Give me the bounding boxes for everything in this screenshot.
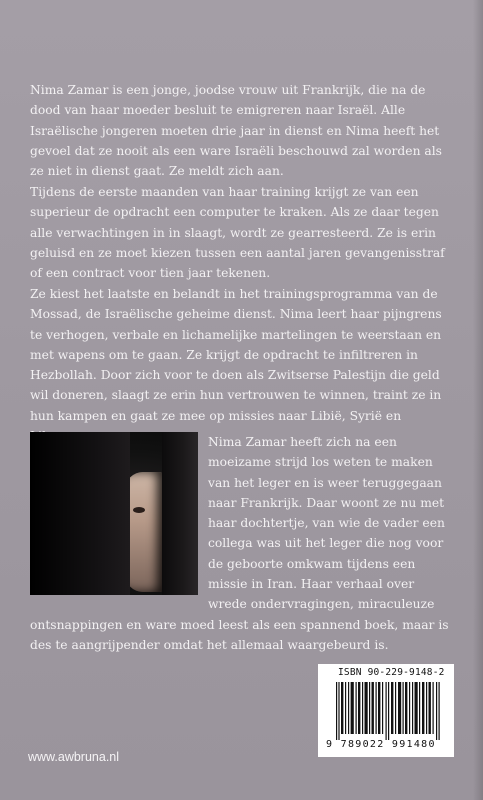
blurb-paragraph-4: Nima Zamar heeft zich na een moeizame strijd los weten te maken van het leger en is weer teruggegaan naar Frankrijk. Daar woont ze nu met haar dochtertje, van wie de vader een collega was uit het leger die nog voor de geboorte omkwam tijdens een missie in Iran. Haar verhaal over wrede ondervragingen, miraculeuze ontsnappingen en ware moed leest als een spannend boek, maar is des te aangrijpender omdat het allemaal waargebeurd is. — [30, 435, 449, 652]
ean-number: 9 789022 991480 — [326, 739, 436, 750]
barcode-icon — [336, 682, 440, 740]
blurb-paragraph-2: Tijdens de eerste maanden van haar training krijgt ze van een superieur de opdracht een computer te kraken. Als ze daar tegen alle verwachtingen in in slaagt, wordt ze gearresteerd. Ze is erin geluisd en ze moet kiezen tussen een aantal jaren gevangenisstraf of een contract voor tien jaar tekenen. — [30, 185, 445, 281]
publisher-website[interactable]: www.awbruna.nl — [28, 750, 120, 764]
barcode-box — [318, 664, 454, 757]
isbn-label: ISBN 90-229-9148-2 — [338, 667, 445, 678]
blurb-section-with-photo — [30, 432, 455, 655]
blurb-paragraph-1: Nima Zamar is een jonge, joodse vrouw uit Frankrijk, die na de dood van haar moeder besluit te emigreren naar Israël. Alle Israëlische jongeren moeten drie jaar in dienst en Nima heeft het gevoel dat ze nooit als een ware Israëli beschouwd zal worden als ze niet in dienst gaat. Ze meldt zich aan. — [30, 83, 442, 179]
blurb-paragraph-3: Ze kiest het laatste en belandt in het trainingsprogramma van de Mossad, de Israëlische geheime dienst. Nima leert haar pijngrens te verhogen, verbale en lichamelijke martelingen te weerstaan en met wapens om te gaan. Ze krijgt de opdracht te infiltreren in Hezbollah. Door zich voor te doen als Zwitserse Palestijn die geld wil doneren, slaagt ze erin hun vertrouwen te winnen, traint ze in hun kampen en gaat ze mee op missies naar Libië, Syrië en — [30, 287, 442, 423]
veiled-woman-photo — [30, 432, 198, 595]
